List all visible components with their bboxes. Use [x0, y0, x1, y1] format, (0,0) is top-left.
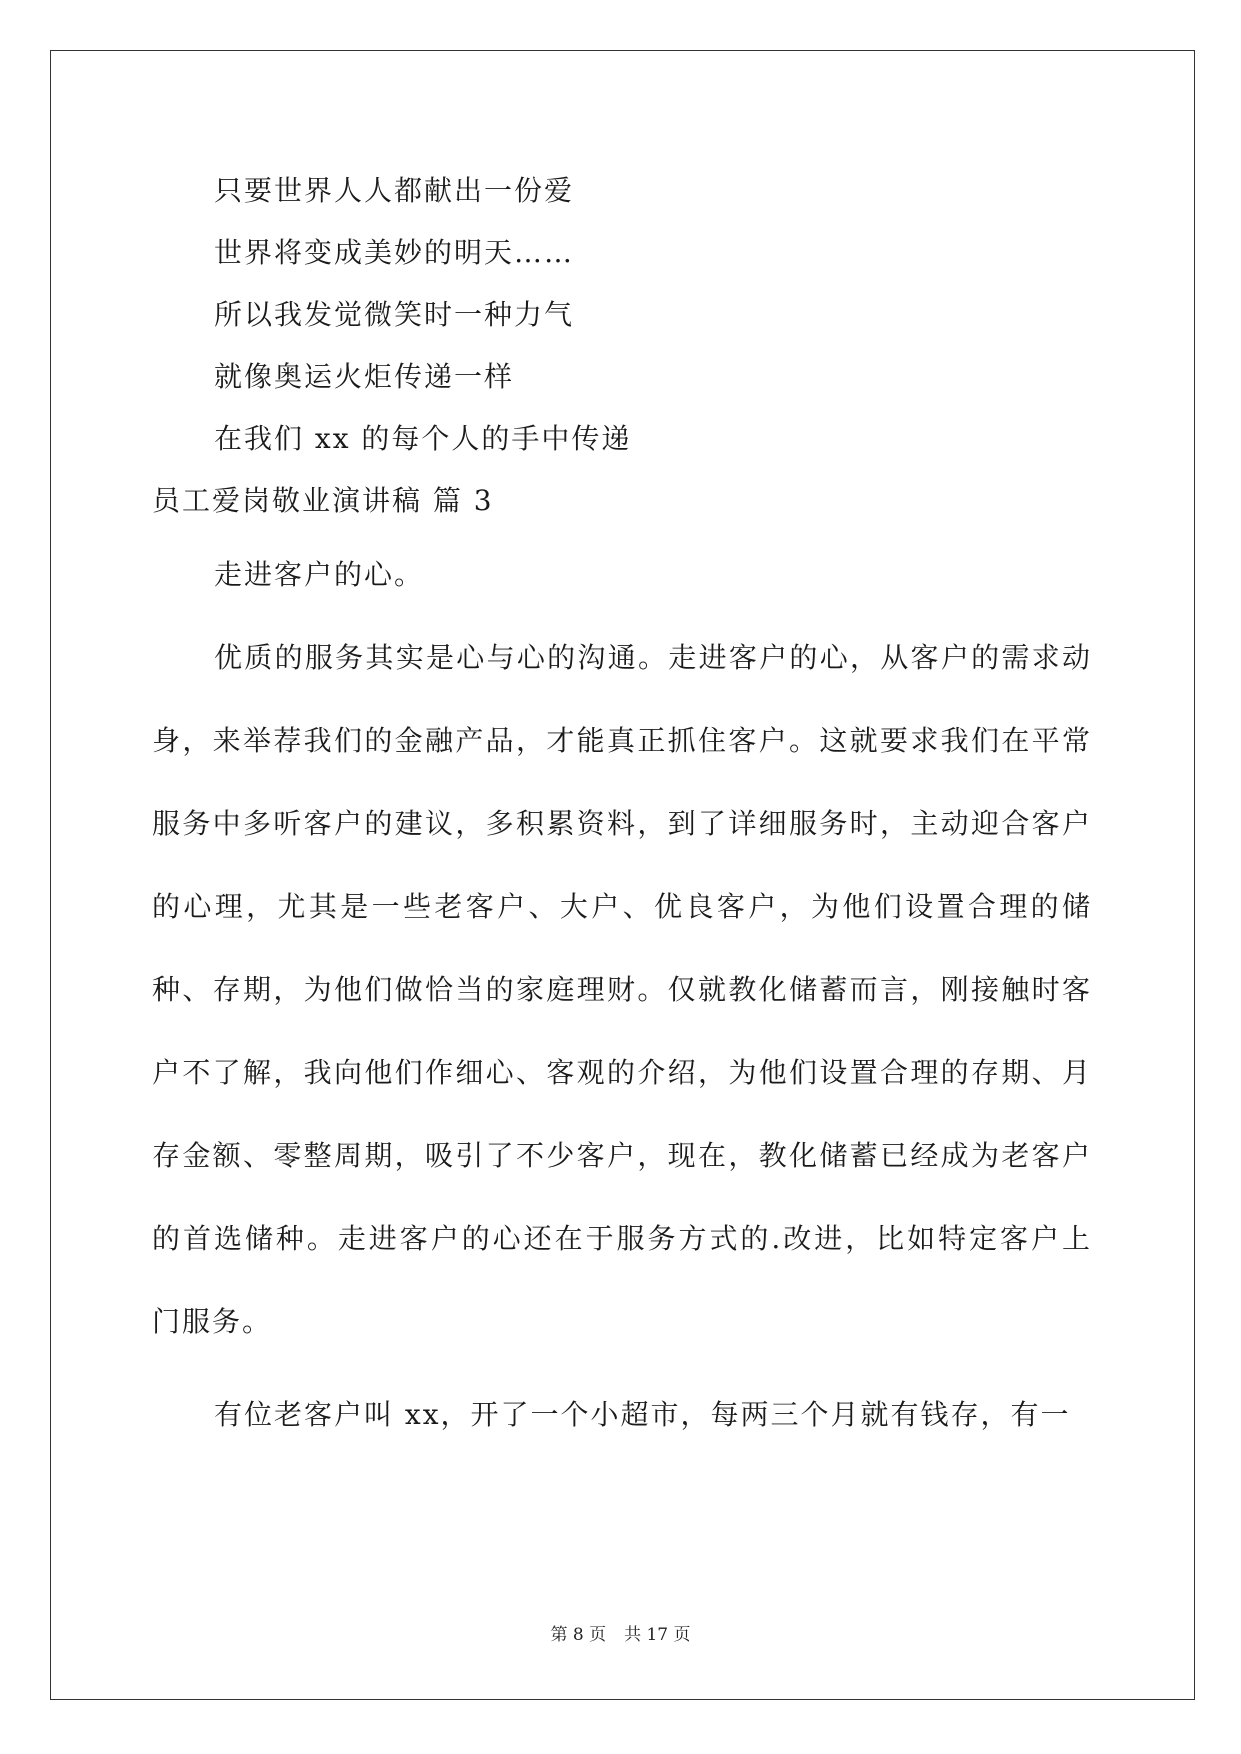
poem-line: 所以我发觉微笑时一种力气 [214, 298, 575, 331]
paragraph: 有位老客户叫 xx，开了一个小超市，每两三个月就有钱存，有一 [214, 1398, 1071, 1431]
paragraph: 优质的服务其实是心与心的沟通。走进客户的心，从客户的需求动身，来举荐我们的金融产品，才能真正抓住客户。这就要求我们在平常服务中多听客户的建议，多积累资料，到了详细服务时，主动迎合客户的心理，尤其是一些老客户、大户、优良客户，为他们设置合理的储种、存期，为他们做恰当的家庭理财。仅就教化储蓄而言，刚接触时客户不了解，我向他们作细心、客观的介绍，为他们设置合理的存期、月存金额、零整周期，吸引了不少客户，现在，教化储蓄已经成为老客户的首选储种。走进客户的心还在于服务方式的.改进，比如特定客户上门服务。 [152, 641, 1092, 1338]
paragraph: 走进客户的心。 [214, 558, 425, 591]
poem-line: 就像奥运火炬传递一样 [214, 360, 515, 393]
document-body [152, 160, 1092, 1456]
page-total: 共 17 页 [624, 1625, 691, 1645]
section-heading: 员工爱岗敬业演讲稿 篇 3 [152, 484, 494, 517]
page-footer [0, 1620, 1241, 1645]
poem-line: 在我们 xx 的每个人的手中传递 [214, 422, 632, 455]
page-number: 第 8 页 [550, 1625, 607, 1645]
poem-line: 只要世界人人都献出一份爱 [214, 174, 575, 207]
poem-line: 世界将变成美妙的明天…… [214, 236, 575, 269]
